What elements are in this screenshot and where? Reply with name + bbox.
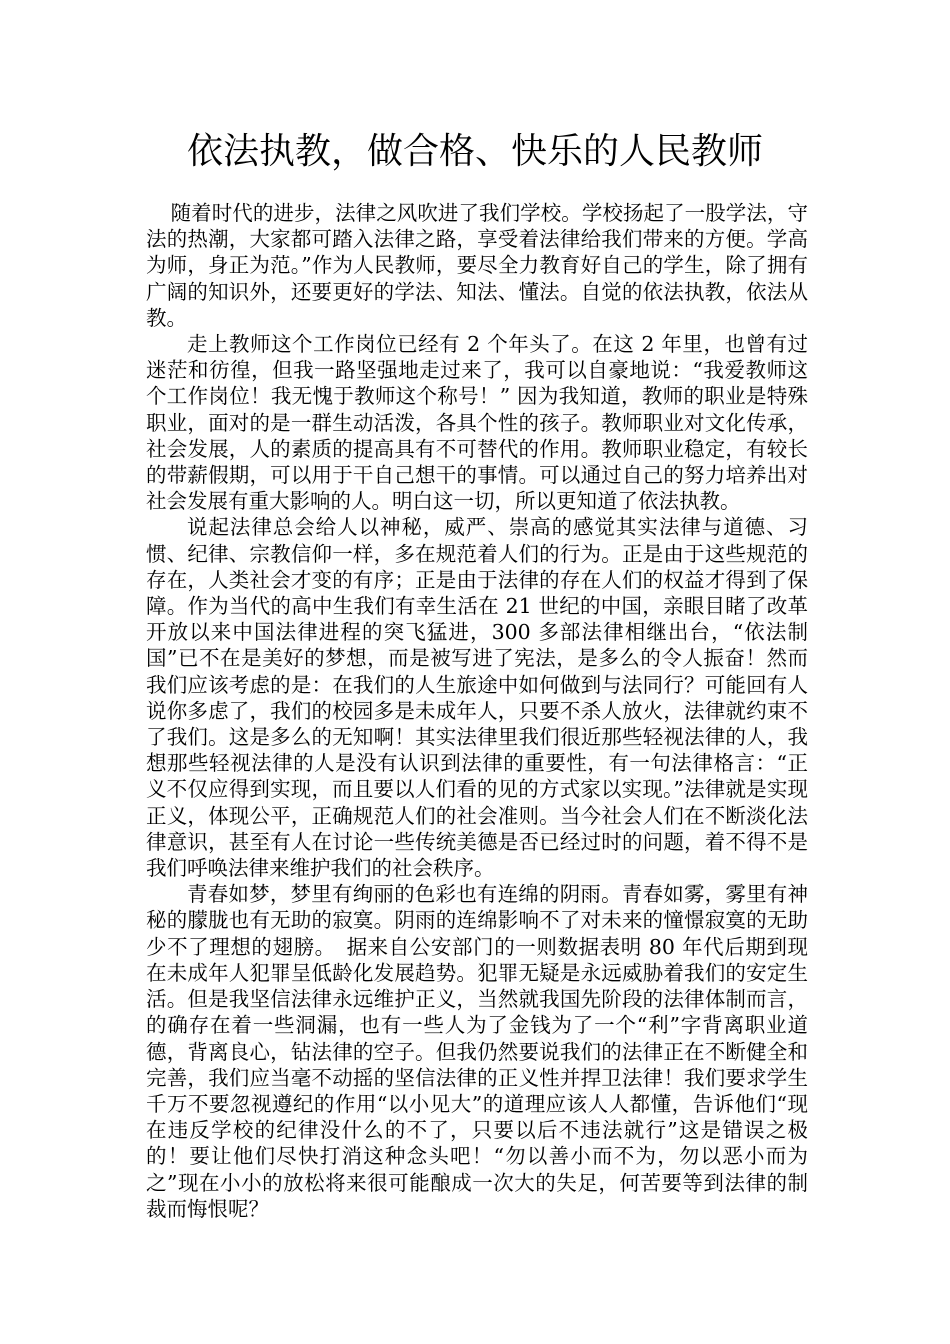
document-body xyxy=(146,200,808,1222)
document-title: 依法执教，做合格、快乐的人民教师 xyxy=(186,131,763,172)
paragraph: 随着时代的进步，法律之风吹进了我们学校。学校扬起了一股学法，守法的热潮，大家都可踏入法律之路，享受着法律给我们带来的方便。学高为师，身正为范。”作为人民教师，要尽全力教育好自己的学生，除了拥有广阔的知识外，还要更好的学法、知法、懂法。自觉的依法执教，依法从教。 xyxy=(146,201,808,330)
paragraph: 青春如梦，梦里有绚丽的色彩也有连绵的阴雨。青春如雾，雾里有神秘的朦胧也有无助的寂寞。阴雨的连绵影响不了对未来的憧憬寂寞的无助少不了理想的翅膀。 据来自公安部门的一则数据表明 80 年代后期到现在未成年人犯罪呈低龄化发展趋势。犯罪无疑是永远威胁着我们的安定生活。但是我坚信法律永远维护正义，当然就我国先阶段的法律体制而言，的确存在着一些洞漏，也有一些人为了金钱为了一个“利”字背离职业道德，背离良心，钻法律的空子。但我仍然要说我们的法律正在不断健全和完善，我们应当毫不动摇的坚信法律的正义性并捍卫法律！我们要求学生千万不要忽视遵纪的作用“以小见大”的道理应该人人都懂，告诉他们“现在违反学校的纪律没什么的不了，只要以后不违法就行”这是错误之极的！要让他们尽快打消这种念头吧！“勿以善小而不为，勿以恶小而为之”现在小小的放松将来很可能酿成一次大的失足，何苦要等到法律的制裁而悔恨呢？ xyxy=(146,882,808,1221)
paragraph: 走上教师这个工作岗位已经有 2 个年头了。在这 2 年里，也曾有过迷茫和彷徨，但我一路坚强地走过来了，我可以自豪地说：“我爱教师这个工作岗位！我无愧于教师这个称号！” 因为我知道，教师的职业是特殊职业，面对的是一群生动活泼，各具个性的孩子。教师职业对文化传承，社会发展，人的素质的提高具有不可替代的作用。教师职业稳定，有较长的带薪假期，可以用于干自己想干的事情。可以通过自己的努力培养出对社会发展有重大影响的人。明白这一切，所以更知道了依法执教。 xyxy=(146,332,808,514)
paragraph: 说起法律总会给人以神秘，威严、崇高的感觉其实法律与道德、习惯、纪律、宗教信仰一样，多在规范着人们的行为。正是由于这些规范的存在，人类社会才变的有序；正是由于法律的存在人们的权益才得到了保障。作为当代的高中生我们有幸生活在 21 世纪的中国，亲眼目睹了改革开放以来中国法律进程的突飞猛进，300 多部法律相继出台，“依法制国”已不在是美好的梦想，而是被写进了宪法，是多么的令人振奋！然而我们应该考虑的是：在我们的人生旅途中如何做到与法同行？可能回有人说你多虑了，我们的校园多是未成年人，只要不杀人放火，法律就约束不了我们。这是多么的无知啊！其实法律里我们很近那些轻视法律的人，我想那些轻视法律的人是没有认识到法律的重要性，有一句法律格言：“正义不仅应得到实现，而且要以人们看的见的方式家以实现。”法律就是实现正义，体现公平，正确规范人们的社会准则。当今社会人们在不断淡化法律意识，甚至有人在讨论一些传统美德是否已经过时的问题，着不得不是我们呼唤法律来维护我们的社会秩序。 xyxy=(146,515,808,881)
